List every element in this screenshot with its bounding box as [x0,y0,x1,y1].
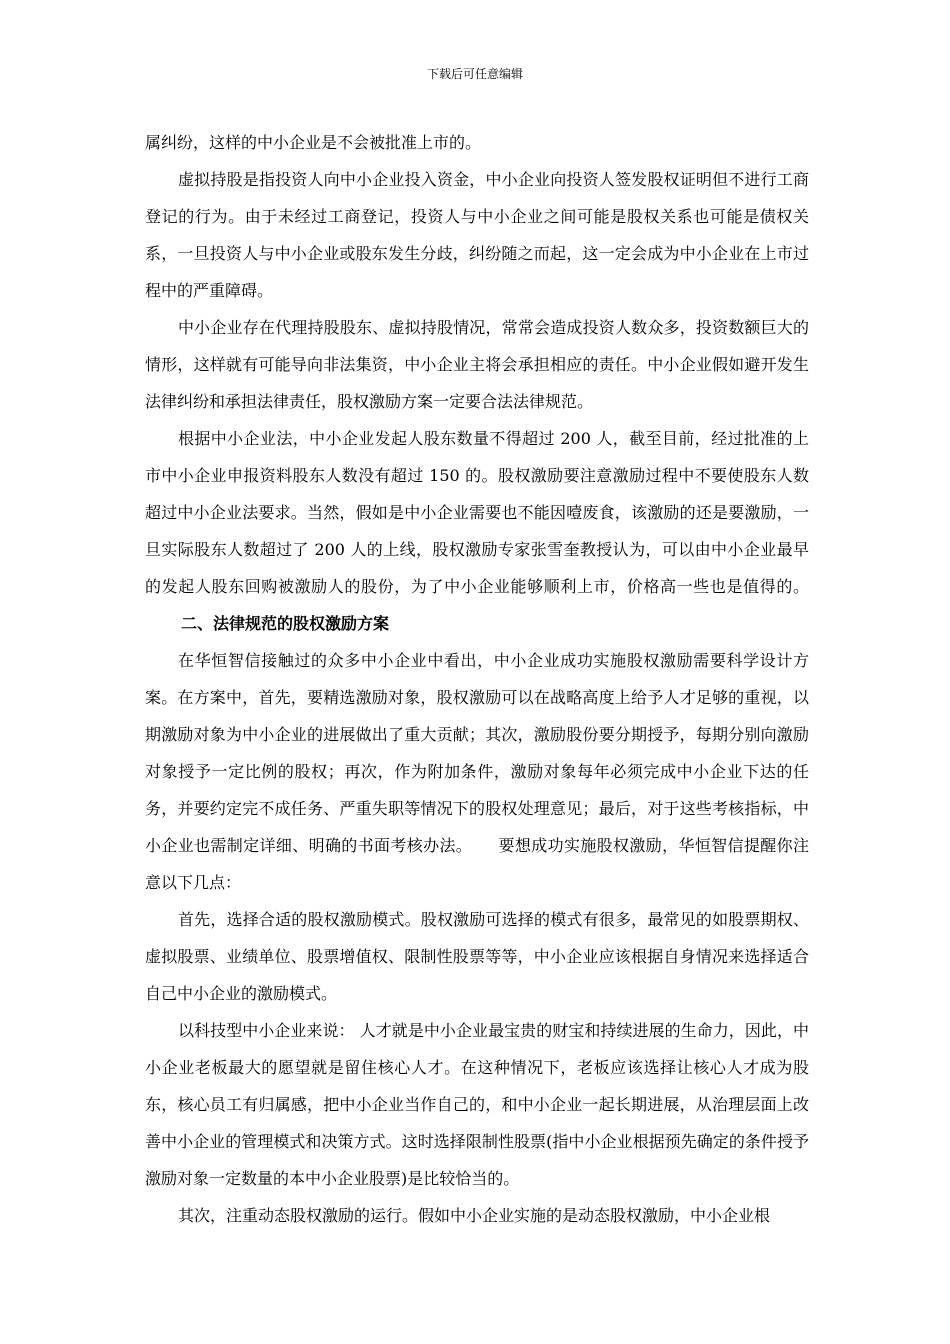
document-body [145,124,809,1234]
paragraph-6: 首先，选择合适的股权激励模式。股权激励可选择的模式有很多，最常见的如股票期权、虚拟股票、业绩单位、股票增值权、限制性股票等等，中小企业应该根据自身情况来选择适合自己中小企业的激励模式。 [145,910,809,1003]
paragraph-7: 以科技型中小企业来说： 人才就是中小企业最宝贵的财宝和持续进展的生命力，因此，中小企业老板最大的愿望就是留住核心人才。在这种情况下，老板应该选择让核心人才成为股东，核心员工有归属感，把中小企业当作自己的，和中小企业一起长期进展，从治理层面上改善中小企业的管理模式和决策方式。这时选择限制性股票(指中小企业根据预先确定的条件授予激励对象一定数量的本中小企业股票)是比较恰当的。 [145,1021,809,1188]
paragraph-3: 中小企业存在代理持股股东、虚拟持股情况，常常会造成投资人数众多，投资数额巨大的情形，这样就有可能导向非法集资，中小企业主将会承担相应的责任。中小企业假如避开发生法律纠纷和承担法律责任，股权激励方案一定要合法法律规范。 [145,318,809,411]
section-heading: 二、法律规范的股权激励方案 [181,614,390,633]
paragraph-5-tail: 要想成功实施股权激励，华恒智信提醒你注意以下几点： [145,836,809,892]
paragraph-8: 其次，注重动态股权激励的运行。假如中小企业实施的是动态股权激励，中小企业根 [178,1206,771,1225]
paragraph-4 [145,420,809,642]
paragraph-1: 属纠纷，这样的中小企业是不会被批准上市的。 [145,133,482,152]
paragraph-4-text: 根据中小企业法，中小企业发起人股东数量不得超过 200 人，截至目前，经过批准的上市中小企业申报资料股东人数没有超过 150 的。股权激励要注意激励过程中不要使股东人数超过中小企业法要求。当然，假如是中小企业需要也不能因噎废食，该激励的还是要激励，一旦实际股东人数超过了 200 人的上线，股权激励专家张雪奎教授认为，可以由中小企业最早的发起人股东回购被激励人的股份，为了中小企业能够顺利上市，价格高一些也是值得的。 [145,429,809,596]
page-header: 下载后可任意编辑 [426,67,523,81]
paragraph-5 [145,642,809,901]
paragraph-5-text: 在华恒智信接触过的众多中小企业中看出，中小企业成功实施股权激励需要科学设计方案。在方案中，首先，要精选激励对象，股权激励可以在战略高度上给予人才足够的重视，以期激励对象为中小企业的进展做出了重大贡献；其次，激励股份要分期授予，每期分别向激励对象授予一定比例的股权；再次，作为附加条件，激励对象每年必须完成中小企业下达的任务，并要约定完不成任务、严重失职等情况下的股权处理意见；最后，对于这些考核指标，中小企业也需制定详细、明确的书面考核办法。 [145,651,809,855]
paragraph-2: 虚拟持股是指投资人向中小企业投入资金，中小企业向投资人签发股权证明但不进行工商登记的行为。由于未经过工商登记，投资人与中小企业之间可能是股权关系也可能是债权关系，一旦投资人与中小企业或股东发生分歧，纠纷随之而起，这一定会成为中小企业在上市过程中的严重障碍。 [145,170,809,300]
